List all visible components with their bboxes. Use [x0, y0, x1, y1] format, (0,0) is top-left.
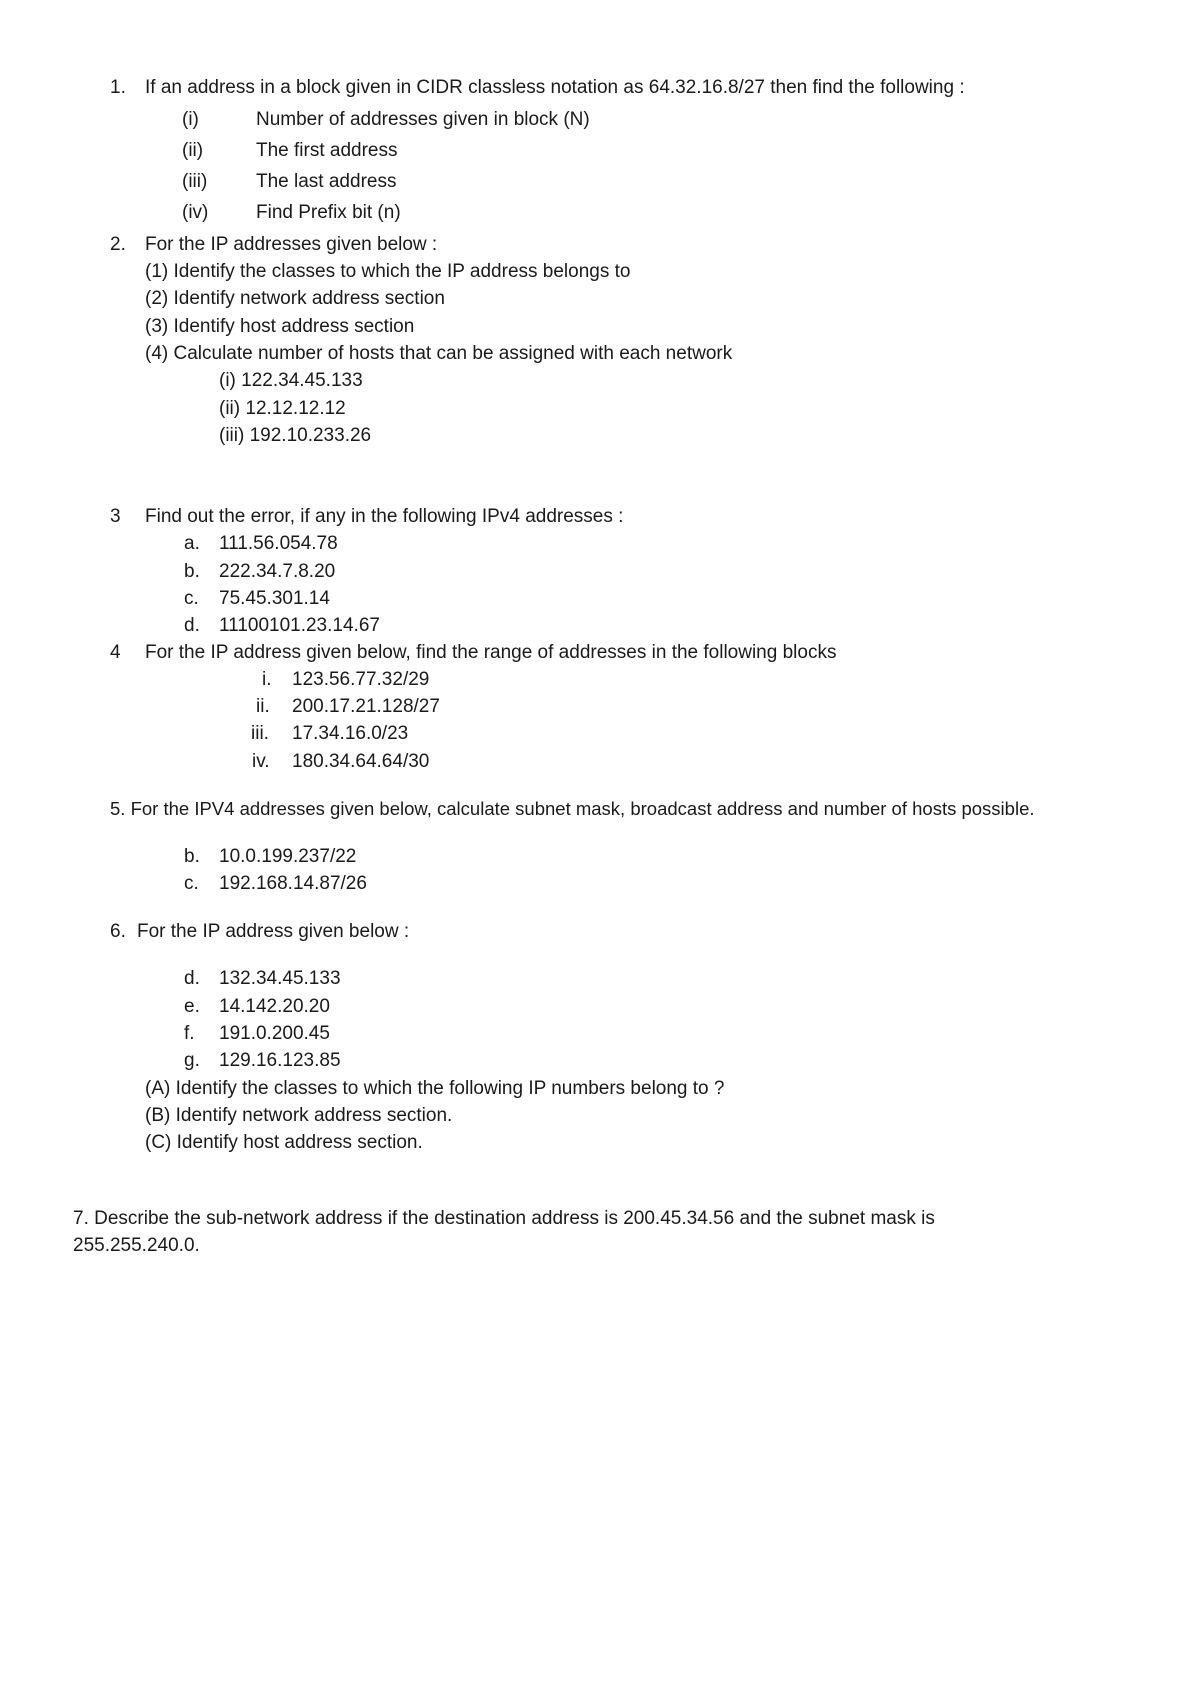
- q6-task: (B) Identify network address section.: [145, 1105, 453, 1126]
- q4-item-text: 123.56.77.32/29: [292, 669, 430, 690]
- q4-item-text: 180.34.64.64/30: [292, 751, 430, 772]
- q3-text: Find out the error, if any in the following IPv4 addresses :: [145, 506, 624, 527]
- q6-item-label: d.: [184, 968, 200, 989]
- q6-task: (C) Identify host address section.: [145, 1132, 423, 1153]
- q5-text: 5. For the IPV4 addresses given below, calculate subnet mask, broadcast address and number of hosts possible.: [110, 798, 1035, 819]
- q6-item-label: g.: [184, 1050, 200, 1071]
- q1-item-label: (iii): [182, 171, 208, 192]
- q4-number: 4: [110, 642, 121, 663]
- q3-item-label: a.: [184, 533, 200, 554]
- q6-task: (A) Identify the classes to which the following IP numbers belong to ?: [145, 1078, 725, 1099]
- q2-number: 2.: [110, 234, 126, 255]
- q4-item-label: iv.: [252, 751, 270, 772]
- q3-item-text: 111.56.054.78: [219, 533, 338, 554]
- q4-item-label: i.: [262, 669, 272, 690]
- q6-item-text: 14.142.20.20: [219, 996, 330, 1017]
- q1-item-text: The first address: [256, 140, 398, 161]
- q6-number: 6.: [110, 921, 126, 942]
- q3-item-text: 75.45.301.14: [219, 588, 330, 609]
- q5-item-text: 10.0.199.237/22: [219, 846, 357, 867]
- q7-text-line1: 7. Describe the sub-network address if the destination address is 200.45.34.56 and the subnet mask is: [73, 1208, 935, 1229]
- q7-text-line2: 255.255.240.0.: [73, 1235, 200, 1256]
- q2-address: (iii) 192.10.233.26: [219, 425, 372, 446]
- q1-item-label: (iv): [182, 202, 209, 223]
- q2-task: (2) Identify network address section: [145, 288, 445, 309]
- q6-item-text: 191.0.200.45: [219, 1023, 330, 1044]
- q6-text: For the IP address given below :: [137, 921, 410, 942]
- q1-number: 1.: [110, 77, 126, 98]
- q6-item-text: 129.16.123.85: [219, 1050, 341, 1071]
- q4-item-label: ii.: [256, 696, 270, 717]
- q1-item-text: Find Prefix bit (n): [256, 202, 401, 223]
- q2-task: (1) Identify the classes to which the IP address belongs to: [145, 261, 631, 282]
- q1-item-label: (ii): [182, 140, 204, 161]
- q6-item-label: e.: [184, 996, 200, 1017]
- q6-item-text: 132.34.45.133: [219, 968, 341, 989]
- q3-item-text: 222.34.7.8.20: [219, 561, 336, 582]
- q2-text: For the IP addresses given below :: [145, 234, 438, 255]
- q3-number: 3: [110, 506, 121, 527]
- q4-item-text: 17.34.16.0/23: [292, 723, 409, 744]
- q4-item-text: 200.17.21.128/27: [292, 696, 440, 717]
- q3-item-text: 11100101.23.14.67: [219, 615, 380, 636]
- q4-text: For the IP address given below, find the range of addresses in the following blocks: [145, 642, 837, 663]
- q3-item-label: d.: [184, 615, 200, 636]
- q3-item-label: b.: [184, 561, 200, 582]
- q2-address: (i) 122.34.45.133: [219, 370, 363, 391]
- q5-item-label: b.: [184, 846, 200, 867]
- q4-item-label: iii.: [251, 723, 269, 744]
- q5-item-text: 192.168.14.87/26: [219, 873, 367, 894]
- q1-text: If an address in a block given in CIDR classless notation as 64.32.16.8/27 then find the following :: [145, 77, 965, 98]
- q2-task: (4) Calculate number of hosts that can be assigned with each network: [145, 343, 733, 364]
- q2-address: (ii) 12.12.12.12: [219, 398, 346, 419]
- q1-item-text: Number of addresses given in block (N): [256, 109, 590, 130]
- q6-item-label: f.: [184, 1023, 195, 1044]
- q1-item-label: (i): [182, 109, 199, 130]
- q1-item-text: The last address: [256, 171, 397, 192]
- q2-task: (3) Identify host address section: [145, 316, 415, 337]
- q5-item-label: c.: [184, 873, 199, 894]
- q3-item-label: c.: [184, 588, 199, 609]
